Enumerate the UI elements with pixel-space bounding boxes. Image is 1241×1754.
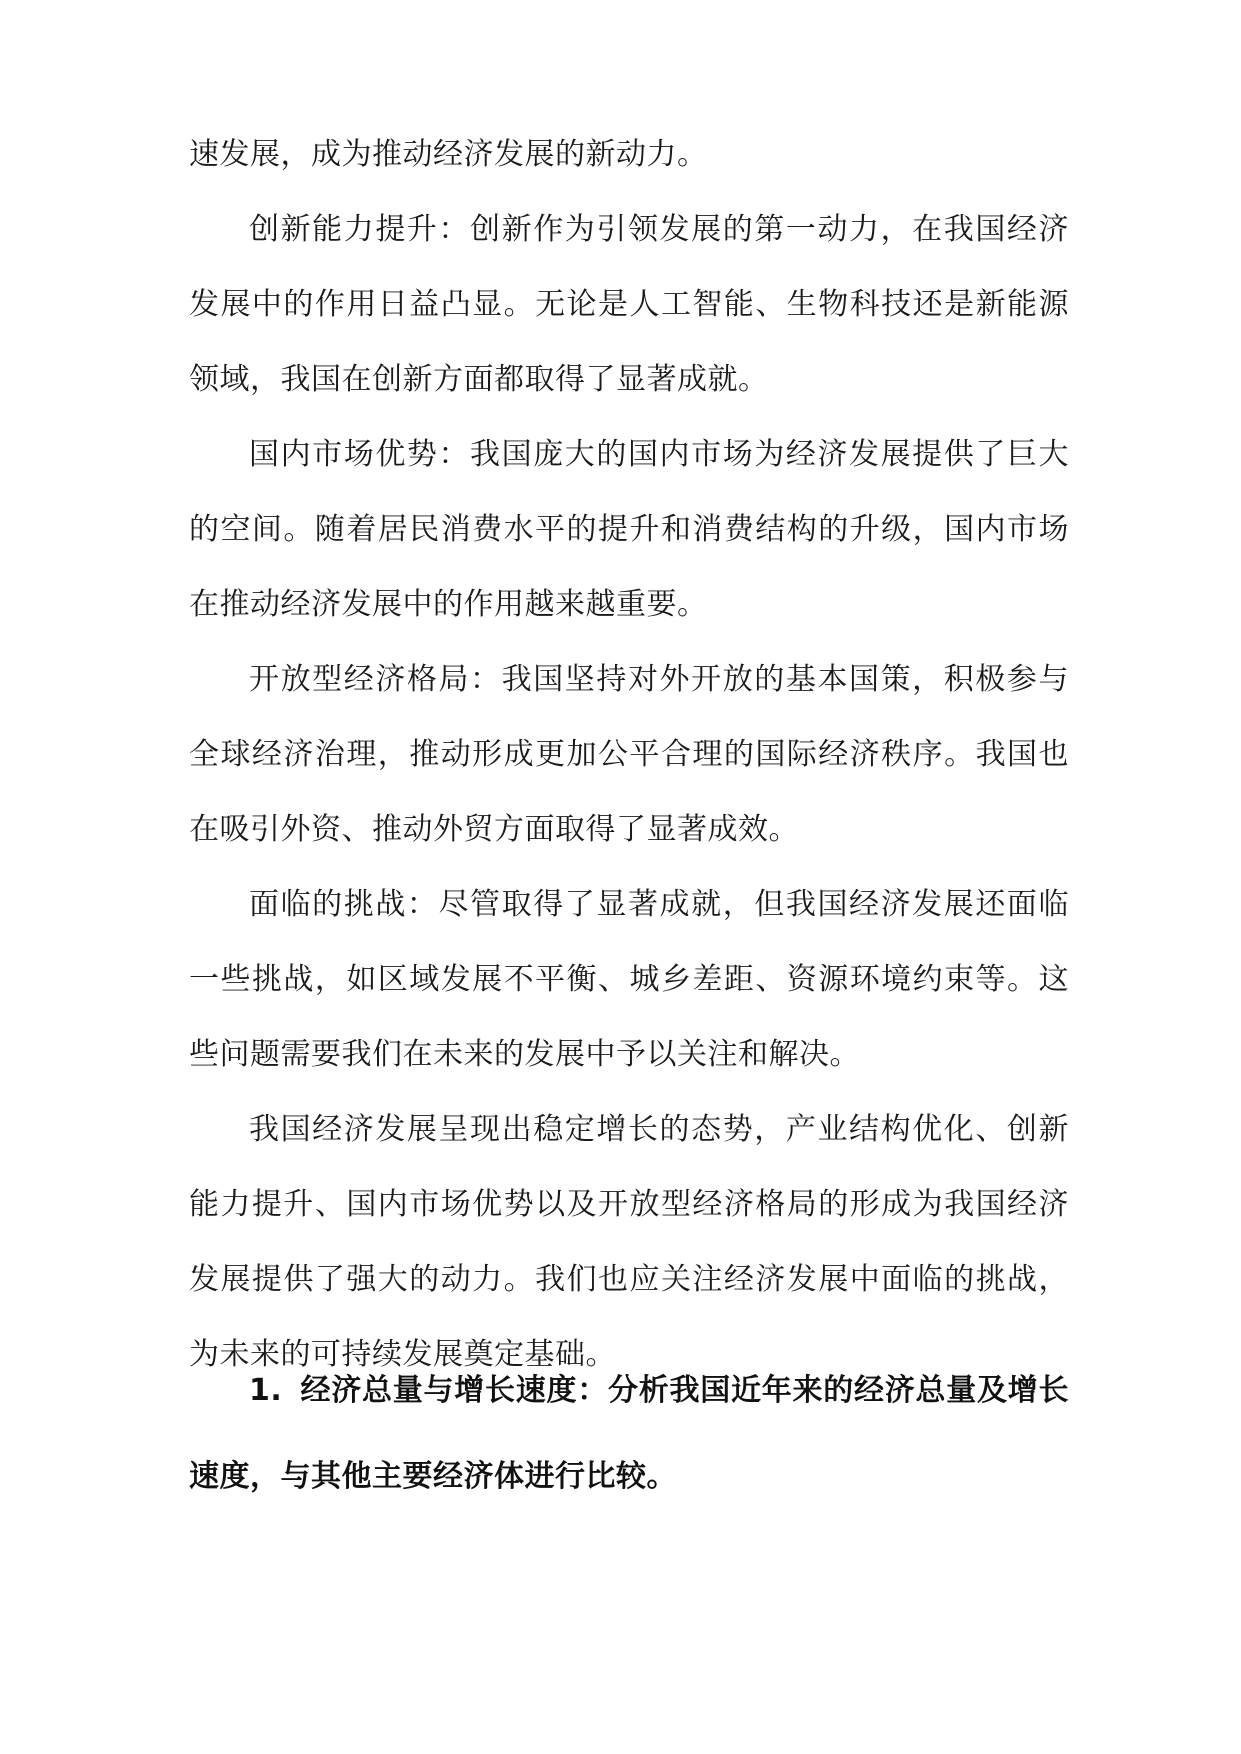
section-heading-text: 经济总量与增长速度：分析我国近年来的经济总量及增长速度，与其他主要经济体进行比较。 [189,1373,1069,1494]
paragraph-summary: 我国经济发展呈现出稳定增长的态势，产业结构优化、创新能力提升、国内市场优势以及开放型经济格局的形成为我国经济发展提供了强大的动力。我们也应关注经济发展中面临的挑战，为未来的可持续发展奠定基础。 [189,1112,1069,1372]
section-heading-block [189,1348,1069,1520]
section-heading-number: 1. [249,1373,283,1408]
paragraph-challenges: 面临的挑战：尽管取得了显著成就，但我国经济发展还面临一些挑战，如区域发展不平衡、城乡差距、资源环境约束等。这些问题需要我们在未来的发展中予以关注和解决。 [189,887,1069,1072]
paragraph-continuation: 速发展，成为推动经济发展的新动力。 [189,137,708,172]
paragraph-open-economy: 开放型经济格局：我国坚持对外开放的基本国策，积极参与全球经济治理，推动形成更加公平合理的国际经济秩序。我国也在吸引外资、推动外贸方面取得了显著成效。 [189,662,1069,847]
section-heading [189,1348,1069,1520]
paragraph-innovation: 创新能力提升：创新作为引领发展的第一动力，在我国经济发展中的作用日益凸显。无论是人工智能、生物科技还是新能源领域，我国在创新方面都取得了显著成就。 [189,212,1069,397]
paragraph-domestic-market: 国内市场优势：我国庞大的国内市场为经济发展提供了巨大的空间。随着居民消费水平的提升和消费结构的升级，国内市场在推动经济发展中的作用越来越重要。 [189,437,1069,622]
body-text [189,117,1069,1392]
